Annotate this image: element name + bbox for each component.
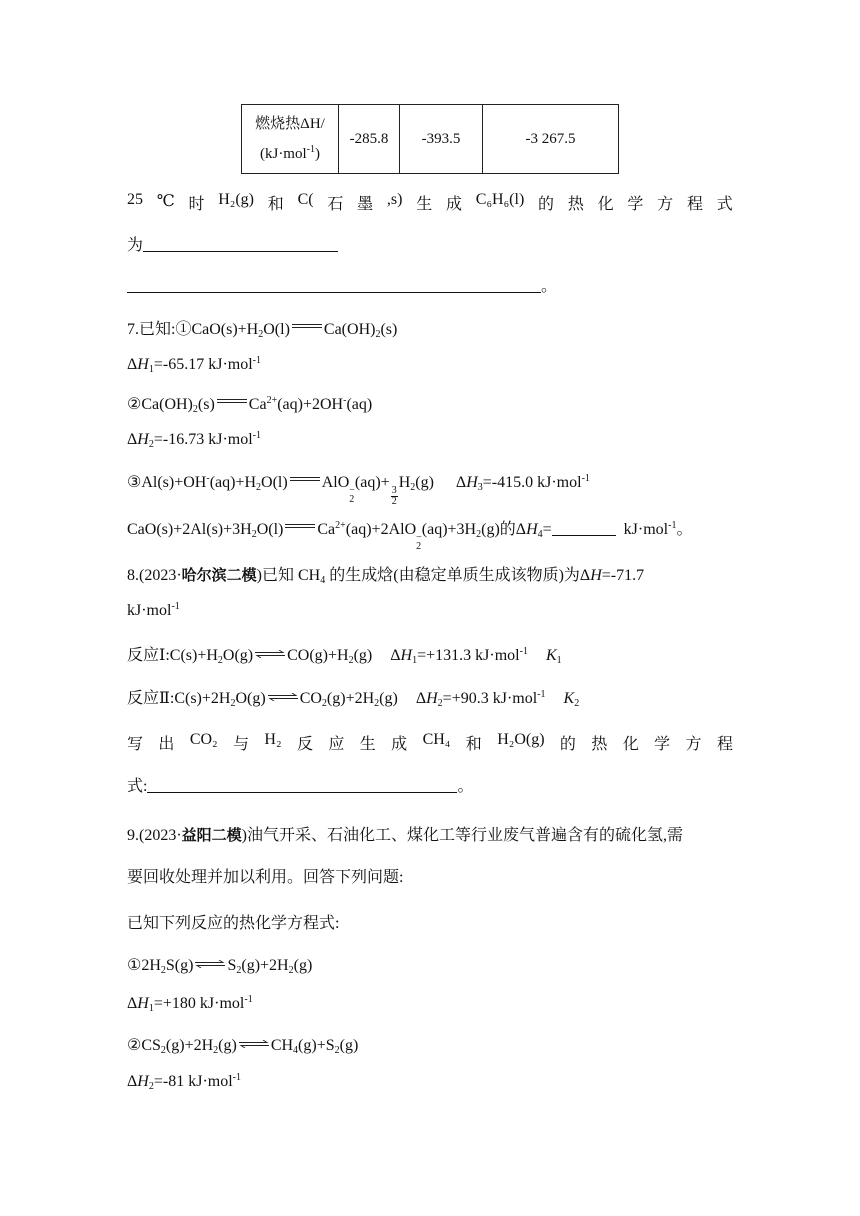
source-tag: 益阳二模	[181, 826, 242, 844]
q7-reaction3: $③Al(s)+OH^-(aq)+H_2O(l)$ AlO − 2 (aq)+ $\frac{3}{2}$ $H_2(g)$ $\Delta H_3=-415.0$ kJ·mol$^{-1}$	[127, 473, 590, 507]
q7-dh1: $\Delta H_1=-65.17$ kJ·mol$^{-1}$	[127, 355, 261, 375]
word: 和	[465, 736, 482, 753]
word: 成	[446, 196, 463, 213]
q7-question: $CaO(s)+2Al(s)+3H_2O(l)$ $Ca^{2+}(aq)+2AlO$ − 2 $(aq)+3H_2(g)$的$\Delta H_4= kJ\cdot mol^{-1}$。	[127, 520, 693, 552]
equilibrium-arrow-icon	[255, 650, 285, 658]
word: 学	[627, 196, 644, 213]
q9-stem: 9.(2023·益阳二模)油气开采、石油化工、煤化工等行业废气普遍含有的硫化氢,需	[127, 826, 684, 844]
q8-question-line1	[127, 731, 733, 754]
answer-blank[interactable]	[147, 778, 457, 793]
q7-stem: 7.已知$:①CaO(s)+H_2O(l)$ $Ca(OH)_2(s)$	[127, 321, 398, 340]
equals-sign-icon	[292, 324, 322, 331]
word: 化	[597, 196, 614, 213]
table-cell-c6h6: -3 267.5	[483, 105, 619, 174]
q9-dh2: $\Delta H_2=-81$ kJ·mol$^{-1}$	[127, 1072, 241, 1092]
word: 成	[391, 736, 408, 753]
word: 反	[296, 736, 313, 753]
word: 方	[685, 736, 702, 753]
table-cell-h2: -285.8	[339, 105, 400, 174]
equilibrium-arrow-icon	[195, 960, 225, 968]
equilibrium-arrow-icon	[268, 693, 298, 701]
word: 应	[328, 736, 345, 753]
word: 与	[233, 736, 250, 753]
q8-reaction2: 反应$Ⅱ:C(s)+2H_2O(g)$ $CO_2(g)+2H_2(g)$ $\Delta H_2=+90.3$ kJ·mol$^{-1}$ $K_2$	[127, 689, 580, 709]
answer-blank[interactable]	[143, 237, 338, 252]
equals-sign-icon	[285, 524, 315, 531]
word: 时	[188, 196, 205, 213]
word: H₂	[264, 731, 282, 748]
word: 热	[567, 196, 584, 213]
q7-reaction2: $②Ca(OH)_2(s)$ $Ca^{2+}(aq)+2OH^-(aq)$	[127, 395, 373, 415]
word: 写	[127, 736, 144, 753]
word: 热	[591, 736, 608, 753]
q9-stem-cont: 要回收处理并加以利用。回答下列问题:	[127, 869, 404, 886]
answer-blank[interactable]	[127, 278, 541, 293]
q9-dh1: $\Delta H_1=+180$ kJ·mol$^{-1}$	[127, 994, 253, 1014]
word: ,s)	[386, 191, 403, 208]
word: 的	[538, 196, 555, 213]
word: 方	[657, 196, 674, 213]
word: H₂(g)	[218, 191, 255, 208]
q8-stem-cont: kJ·mol$^{-1}$	[127, 601, 180, 619]
word: 墨	[357, 196, 374, 213]
word: 的	[559, 736, 576, 753]
word: 出	[158, 736, 175, 753]
word: 学	[654, 736, 671, 753]
answer-blank[interactable]	[552, 521, 616, 536]
word: 25	[127, 191, 143, 208]
q9-reaction1: $①2H_2S(g)$ $S_2(g)+2H_2(g)$	[127, 957, 313, 976]
fraction-three-halves: $\frac{3}{2}$	[391, 485, 397, 507]
equals-sign-icon	[290, 477, 320, 484]
word: C(	[297, 191, 314, 208]
source-tag: 哈尔滨二模	[181, 566, 257, 584]
table-header-cell	[242, 105, 339, 174]
q6-line2: 为	[127, 232, 338, 255]
word: 生	[416, 196, 433, 213]
word: H₂O(g)	[497, 731, 545, 748]
table-label-unit: (kJ·mol$^{-1}$)	[259, 144, 320, 162]
q6-line1	[127, 191, 733, 214]
q9-intro: 已知下列反应的热化学方程式:	[127, 915, 340, 932]
q8-stem: 8.(2023·哈尔滨二模)已知 $CH_4$ 的生成焓(由稳定单质生成该物质)为ΔH=-71.7	[127, 566, 645, 586]
word: 石	[327, 196, 344, 213]
word: C₆H₆(l)	[475, 191, 525, 208]
word: CO₂	[189, 731, 218, 748]
equals-sign-icon	[217, 399, 247, 406]
table-label: 燃烧热ΔH/	[255, 116, 325, 132]
word: 和	[267, 196, 284, 213]
table-row	[242, 105, 619, 174]
q8-reaction1: 反应$Ⅰ:C(s)+H_2O(g)$ $CO(g)+H_2(g)$ $\Delta H_1=+131.3$ kJ·mol$^{-1}$ $K_1$	[127, 646, 562, 666]
word: 化	[622, 736, 639, 753]
word: 程	[716, 736, 733, 753]
q9-reaction2: $②CS_2(g)+2H_2(g)$ $CH_4(g)+S_2(g)$	[127, 1037, 359, 1056]
equilibrium-arrow-icon	[239, 1040, 269, 1048]
word: ℃	[156, 193, 175, 210]
q8-question-line2: 式: 。	[127, 778, 474, 795]
word: 程	[686, 196, 703, 213]
combustion-heat-table	[241, 104, 619, 174]
word: CH₄	[422, 731, 451, 748]
word: 生	[359, 736, 376, 753]
q6-line3: 。	[127, 273, 557, 296]
word: 式	[716, 196, 733, 213]
q7-dh2: $\Delta H_2=-16.73$ kJ·mol$^{-1}$	[127, 430, 261, 450]
table-cell-c: -393.5	[400, 105, 483, 174]
